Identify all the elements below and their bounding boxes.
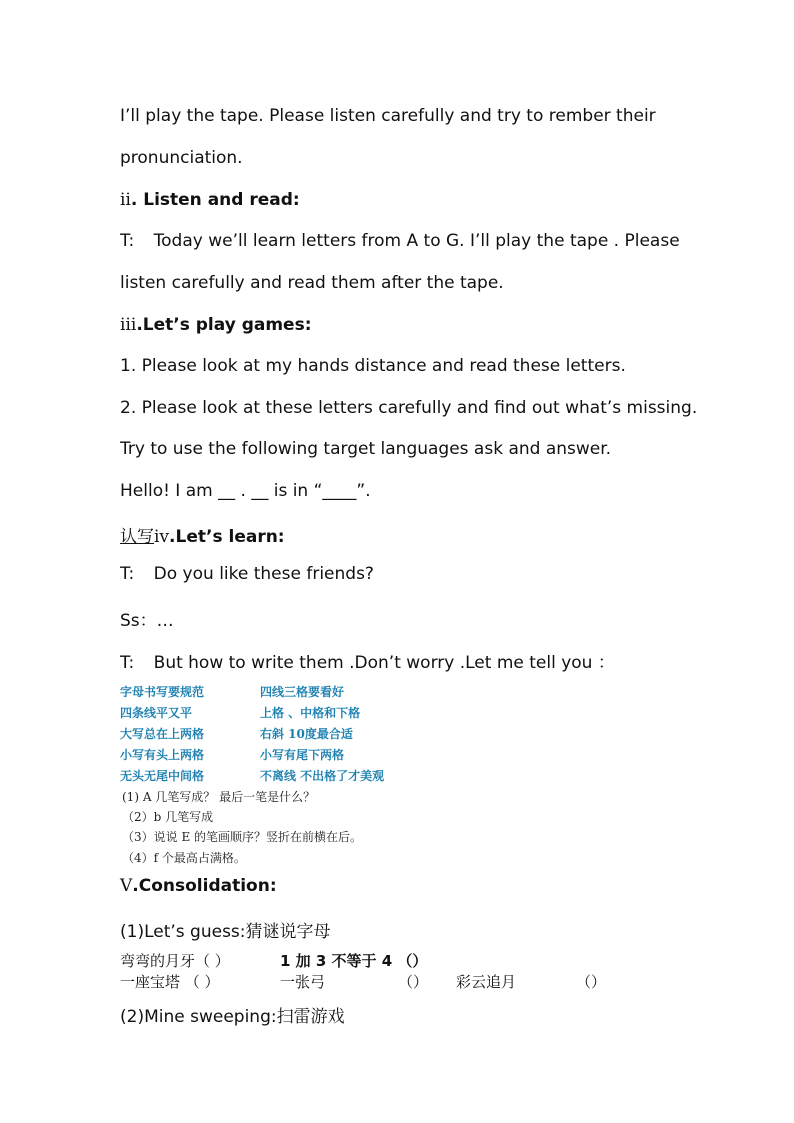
section-3-hello: Hello! I am __ . __ is in “____”. [120,481,371,501]
section-2-text-2: listen carefully and read them after the tape. [120,273,504,293]
section-3-heading [120,315,312,335]
rhyme-right-2: 上格 、中格和下格 [260,706,361,720]
section-4-heading [120,522,285,547]
teacher-text: Today we’ll learn letters from A to G. I’ll play the tape . Please [153,231,680,251]
rhyme-left-5: 无头无尾中间格 [120,769,205,783]
riddle-4: 一张弓 [280,973,326,991]
riddle-2: 1 加 3 不等于 4 （） [280,952,428,970]
intro-line-1: I’ll play the tape. Please listen carefully and try to rember their [120,106,656,126]
teacher-text: Do you like these friends? [153,564,374,584]
section-4-teacher-2 [120,648,615,673]
riddle-1: 弯弯的月牙（ ） [120,952,230,970]
section-3-item-3: Try to use the following target languages ask and answer. [120,439,612,459]
section-3-title: .Let’s play games: [136,315,312,335]
question-1: (1) A 几笔写成？ 最后一笔是什么？ [122,790,316,804]
riddle-4-paren: （） [398,973,429,991]
riddle-5-paren: （） [576,973,607,991]
students-prefix: Ss： [120,611,157,631]
rhyme-left-2: 四条线平又平 [120,706,193,720]
question-4: （4）f 个最高占满格。 [122,851,246,865]
section-4-numeral: ⅳ [154,527,170,547]
students-text: … [156,611,174,631]
riddle-3: 一座宝塔 （ ） [120,973,220,991]
riddle-5: 彩云追月 [456,973,517,991]
section-2-heading [120,190,300,210]
rhyme-right-5: 不离线 不出格了才美观 [260,769,385,783]
rhyme-right-3: 右斜 10度最合适 [260,727,353,741]
teacher-prefix: T: [120,653,135,673]
teacher-prefix: T: [120,564,135,584]
section-3-item-2: 2. Please look at these letters carefully and find out what’s missing. [120,398,698,418]
section-5-heading [120,876,277,896]
section-2-numeral: ⅱ [120,190,131,210]
section-3-item-1: 1. Please look at my hands distance and read these letters. [120,356,626,376]
section-4-students [120,606,174,631]
rhyme-left-4: 小写有头上两格 [120,748,205,762]
section-2-title: . Listen and read: [130,190,300,210]
rhyme-right-1: 四线三格要看好 [260,685,345,699]
question-3: （3）说说 E 的笔画顺序？竖折在前横在后。 [122,830,363,844]
teacher-text: But how to write them .Don’t worry .Let me tell you ： [153,653,615,673]
rhyme-left-1: 字母书写要规范 [120,685,205,699]
section-4-prefix: 认写 [120,527,154,547]
mine-sweeping-label: (2)Mine sweeping:扫雷游戏 [120,1007,345,1027]
section-5-title: .Consolidation: [132,876,277,896]
question-2: （2）b 几笔写成 [122,810,214,824]
guess-label: (1)Let’s guess:猜谜说字母 [120,922,331,942]
section-2-text-1 [120,231,680,251]
section-4-title: .Let’s learn: [169,527,285,547]
section-4-teacher-1 [120,564,374,584]
section-5-numeral: Ⅴ [120,876,133,896]
rhyme-right-4: 小写有尾下两格 [260,748,345,762]
section-3-numeral: ⅲ [120,315,137,335]
intro-line-2: pronunciation. [120,148,243,168]
teacher-prefix: T: [120,231,135,251]
rhyme-left-3: 大写总在上两格 [120,727,205,741]
